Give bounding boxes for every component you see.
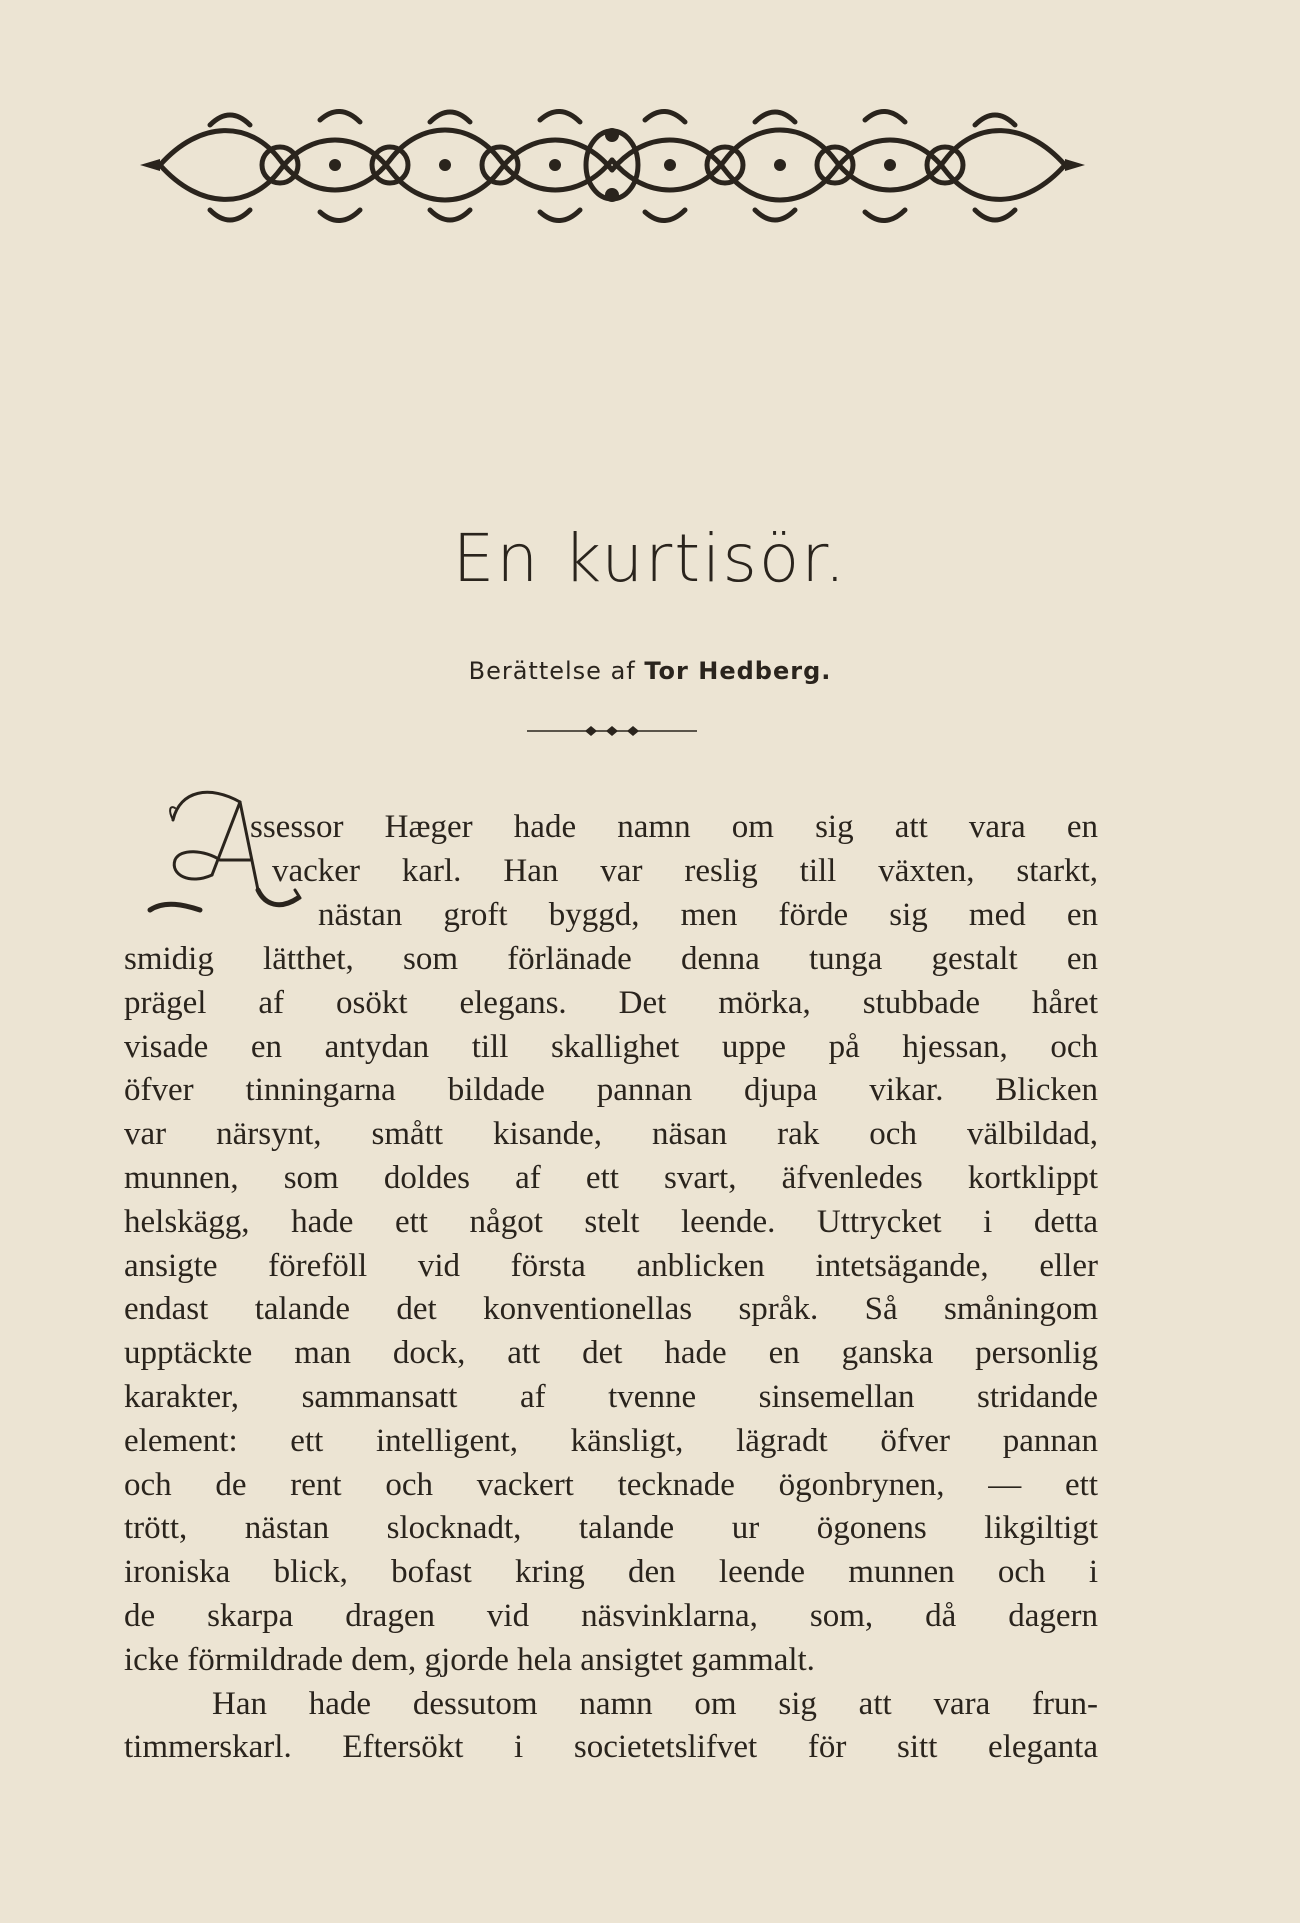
text-line: element: ett intelligent, känsligt, lägradt öfver pannan (124, 1422, 1098, 1459)
byline (0, 657, 1300, 685)
ornament-header-icon (140, 100, 1085, 235)
byline-author: Tor Hedberg. (644, 657, 832, 685)
divider-ornament-icon (527, 723, 697, 739)
text-line: och de rent och vackert tecknade ögonbrynen, — ett (124, 1466, 1098, 1503)
text-line: ansigte föreföll vid första anblicken intetsägande, eller (124, 1247, 1098, 1284)
text-line: karakter, sammansatt af tvenne sinsemellan stridande (124, 1378, 1098, 1415)
text-line: Han hade dessutom namn om sig att vara frun- (212, 1685, 1098, 1722)
opening-line: ssessor Hæger hade namn om sig att vara en (250, 809, 1098, 845)
text-line: visade en antydan till skallighet uppe på hjessan, och (124, 1028, 1098, 1065)
text-line: timmerskarl. Eftersökt i societetslifvet för sitt eleganta (124, 1729, 1098, 1766)
drop-cap-text: A (200, 890, 201, 891)
text-line: munnen, som doldes af ett svart, äfvenledes kortklippt (124, 1159, 1098, 1196)
text-line: smidig lätthet, som förlänade denna tunga gestalt en (124, 941, 1098, 977)
text-line: de skarpa dragen vid näsvinklarna, som, då dagern (124, 1597, 1098, 1634)
text-line: var närsynt, smått kisande, näsan rak och välbildad, (124, 1116, 1098, 1153)
body-text (124, 938, 1098, 1770)
text-line: icke förmildrade dem, gjorde hela ansigtet gammalt. (124, 1641, 815, 1678)
text-line: öfver tinningarna bildade pannan djupa vikar. Blicken (124, 1072, 1098, 1109)
text-line: helskägg, hade ett något stelt leende. Uttrycket i detta (124, 1203, 1098, 1240)
story-title: En kurtisör. (452, 520, 848, 597)
text-line: upptäckte man dock, att det hade en ganska personlig (124, 1335, 1098, 1372)
byline-prefix: Berättelse af (468, 657, 636, 685)
opening-line: nästan groft byggd, men förde sig med en (318, 897, 1098, 933)
text-line: endast talande det konventionellas språk. Så småningom (124, 1291, 1098, 1328)
text-line: prägel af osökt elegans. Det mörka, stubbade håret (124, 984, 1098, 1021)
text-line: trött, nästan slocknadt, talande ur ögonens likgiltigt (124, 1510, 1098, 1547)
text-line: ironiska blick, bofast kring den leende munnen och i (124, 1554, 1098, 1591)
opening-line: vacker karl. Han var reslig till växten, starkt, (272, 853, 1098, 889)
